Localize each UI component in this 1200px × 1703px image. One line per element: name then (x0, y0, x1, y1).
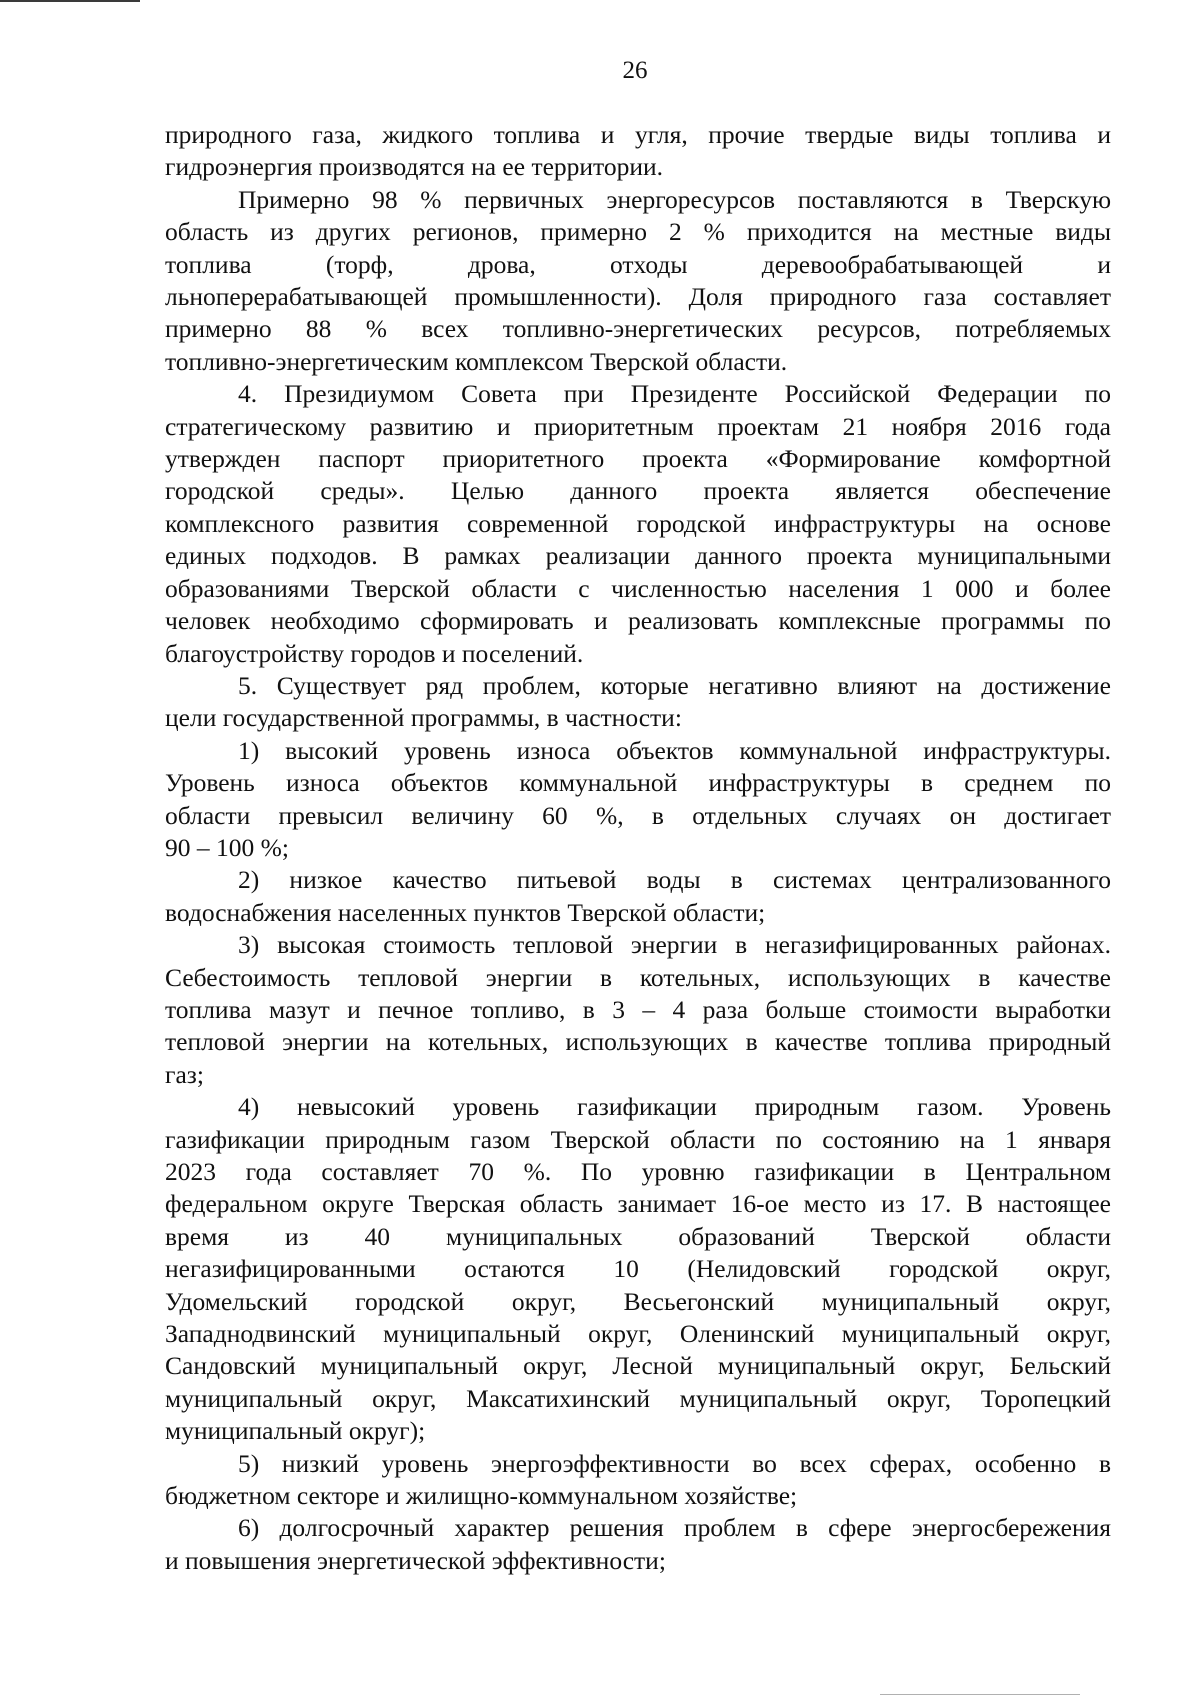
text-line: единых подходов. В рамках реализации данного проекта муниципальными (165, 541, 1111, 571)
text-line: комплексного развития современной городской инфраструктуры на основе (165, 508, 1111, 538)
text-line: 2023 года составляет 70 %. По уровню газификации в Центральном (165, 1157, 1111, 1186)
text-line: 2) низкое качество питьевой воды в системах централизованного (238, 865, 1111, 895)
text-line: тепловой энергии на котельных, использующих в качестве топлива природный (165, 1027, 1111, 1057)
text-line: 6) долгосрочный характер решения проблем в сфере энергосбережения (238, 1513, 1111, 1543)
text-line: Себестоимость тепловой энергии в котельных, использующих в качестве (165, 962, 1111, 992)
text-line: утвержден паспорт приоритетного проекта «Формирование комфортной (165, 444, 1111, 474)
text-line: льноперерабатывающей промышленности). Доля природного газа составляет (165, 282, 1111, 312)
text-line: 3) высокая стоимость тепловой энергии в негазифицированных районах. (238, 930, 1111, 960)
text-line: 4. Президиумом Совета при Президенте Российской Федерации по (238, 379, 1111, 409)
text-line: топливно-энергетическим комплексом Тверской области. (165, 346, 788, 376)
text-line: 90 – 100 %; (165, 832, 289, 862)
paragraph (165, 670, 1111, 735)
text-line: топлива мазут и печное топливо, в 3 – 4 раза больше стоимости выработки (165, 994, 1111, 1024)
text-line: Западнодвинский муниципальный округ, Оленинский муниципальный округ, (165, 1319, 1111, 1349)
text-line: область из других регионов, примерно 2 % приходится на местные виды (165, 217, 1111, 247)
paragraph (165, 378, 1111, 670)
page-number: 26 (622, 57, 648, 84)
text-line: федеральном округе Тверская область занимает 16-ое место из 17. В настоящее (165, 1189, 1111, 1219)
text-line: газификации природным газом Тверской области по состоянию на 1 января (165, 1124, 1111, 1154)
text-line: городской среды». Целью данного проекта является обеспечение (165, 476, 1111, 506)
text-line: и повышения энергетической эффективности; (165, 1545, 666, 1575)
text-line: Уровень износа объектов коммунальной инфраструктуры в среднем по (165, 768, 1111, 798)
paragraph (165, 1448, 1111, 1513)
paragraph (165, 119, 1111, 184)
text-line: образованиями Тверской области с численностью населения 1 000 и более (165, 573, 1111, 603)
document-body (165, 119, 1111, 1577)
text-line: газ; (165, 1059, 204, 1089)
text-line: Сандовский муниципальный округ, Лесной муниципальный округ, Бельский (165, 1351, 1111, 1381)
text-line: бюджетном секторе и жилищно-коммунальном хозяйстве; (165, 1481, 798, 1511)
text-line: 5) низкий уровень энергоэффективности во всех сферах, особенно в (238, 1448, 1111, 1478)
text-line: благоустройству городов и поселений. (165, 638, 584, 668)
text-line: 4) невысокий уровень газификации природным газом. Уровень (238, 1092, 1111, 1122)
paragraph (165, 1512, 1111, 1577)
text-line: примерно 88 % всех топливно-энергетических ресурсов, потребляемых (165, 314, 1111, 344)
text-line: муниципальный округ); (165, 1416, 426, 1446)
text-line: 5. Существует ряд проблем, которые негативно влияют на достижение (238, 670, 1111, 700)
paragraph (165, 864, 1111, 929)
text-line: человек необходимо сформировать и реализовать комплексные программы по (165, 606, 1111, 636)
text-line: области превысил величину 60 %, в отдельных случаях он достигает (165, 800, 1111, 830)
text-line: природного газа, жидкого топлива и угля, прочие твердые виды топлива и (165, 120, 1111, 149)
paragraph (165, 1091, 1111, 1447)
scan-edge-bottom (880, 1694, 1080, 1695)
paragraph (165, 929, 1111, 1091)
text-line: время из 40 муниципальных образований Тверской области (165, 1221, 1111, 1251)
text-line: Удомельский городской округ, Весьегонский муниципальный округ, (165, 1286, 1111, 1316)
text-line: Примерно 98 % первичных энергоресурсов поставляются в Тверскую (238, 184, 1111, 214)
text-line: муниципальный округ, Максатихинский муниципальный округ, Торопецкий (165, 1383, 1111, 1413)
scan-edge-top (0, 0, 140, 2)
text-line: негазифицированными остаются 10 (Нелидовский городской округ, (165, 1254, 1111, 1284)
text-line: гидроэнергия производятся на ее территории. (165, 152, 664, 182)
text-line: стратегическому развитию и приоритетным проектам 21 ноября 2016 года (165, 411, 1111, 441)
text-line: 1) высокий уровень износа объектов коммунальной инфраструктуры. (238, 735, 1111, 765)
text-line: топлива (торф, дрова, отходы деревообрабатывающей и (165, 249, 1111, 279)
text-line: водоснабжения населенных пунктов Тверской области; (165, 897, 766, 927)
text-line: цели государственной программы, в частности: (165, 703, 682, 733)
paragraph (165, 184, 1111, 378)
paragraph (165, 735, 1111, 865)
